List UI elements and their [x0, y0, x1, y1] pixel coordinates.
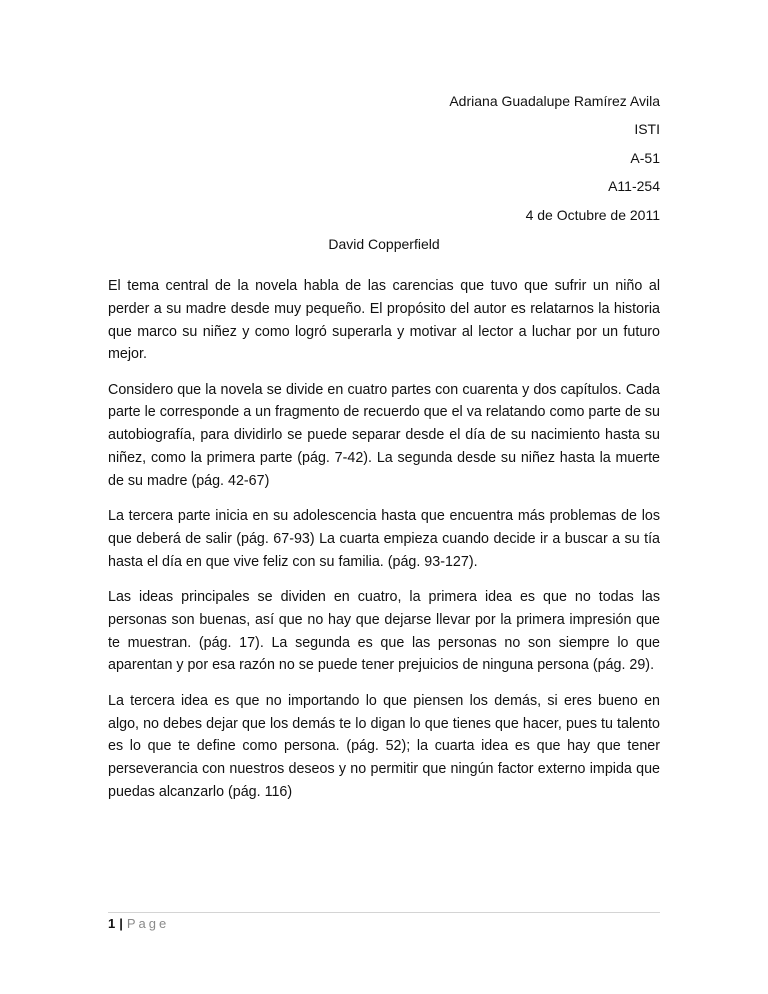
paragraph: El tema central de la novela habla de las carencias que tuvo que sufrir un niño al perder a su madre desde muy pequeño. El propósito del autor es relatarnos la historia que marco su niñez y como logró superarla y motivar al lector a luchar por un futuro mejor. — [108, 278, 660, 363]
page-label: Page — [126, 916, 170, 931]
paragraph: La tercera parte inicia en su adolescencia hasta que encuentra más problemas de los que deberá de salir (pág. 67-93) La cuarta empieza cuando decide ir a buscar a su tía hasta el día en que vive feliz con su familia. (pág. 93-127). — [108, 508, 660, 570]
paragraph: Considero que la novela se divide en cuatro partes con cuarenta y dos capítulos. Cada parte le corresponde a un fragmento de recuerdo que el va relatando como parte de su autobiografía, para dividirlo se puede separar desde el día de su nacimiento hasta su niñez, como la primera parte (pág. 7-42). La segunda desde su niñez hasta la muerte de su madre (pág. 42-67) — [108, 381, 660, 489]
paragraph: Las ideas principales se dividen en cuatro, la primera idea es que no todas las personas son buenas, así que no hay que dejarse llevar por la primera impresión que te muestran. (pág. 17). La segunda es que las personas no son siempre lo que aparentan y por esa razón no se puede tener prejuicios de ninguna persona (pág. 29). — [108, 589, 660, 674]
paragraph: La tercera idea es que no importando lo que piensen los demás, si eres bueno en algo, no debes dejar que los demás te lo digan lo que tienes que hacer, pues tu talento es lo que te define como persona. (pág. 52); la cuarta idea es que hay que tener perseverancia con nuestros deseos y no permitir que ningún factor externo impida que puedas alcanzarlo (pág. 116) — [108, 692, 660, 800]
group-code: A-51 — [630, 150, 660, 166]
footer-divider — [108, 912, 660, 913]
author-name: Adriana Guadalupe Ramírez Avila — [449, 93, 660, 109]
page-number: 1 — [108, 916, 116, 931]
footer-separator: | — [119, 916, 123, 931]
document-title: David Copperfield — [328, 236, 440, 252]
document-date: 4 de Octubre de 2011 — [525, 207, 660, 223]
institution: ISTI — [634, 121, 660, 137]
student-id: A11-254 — [608, 178, 660, 194]
document-body — [108, 275, 660, 816]
page-footer — [108, 916, 169, 932]
